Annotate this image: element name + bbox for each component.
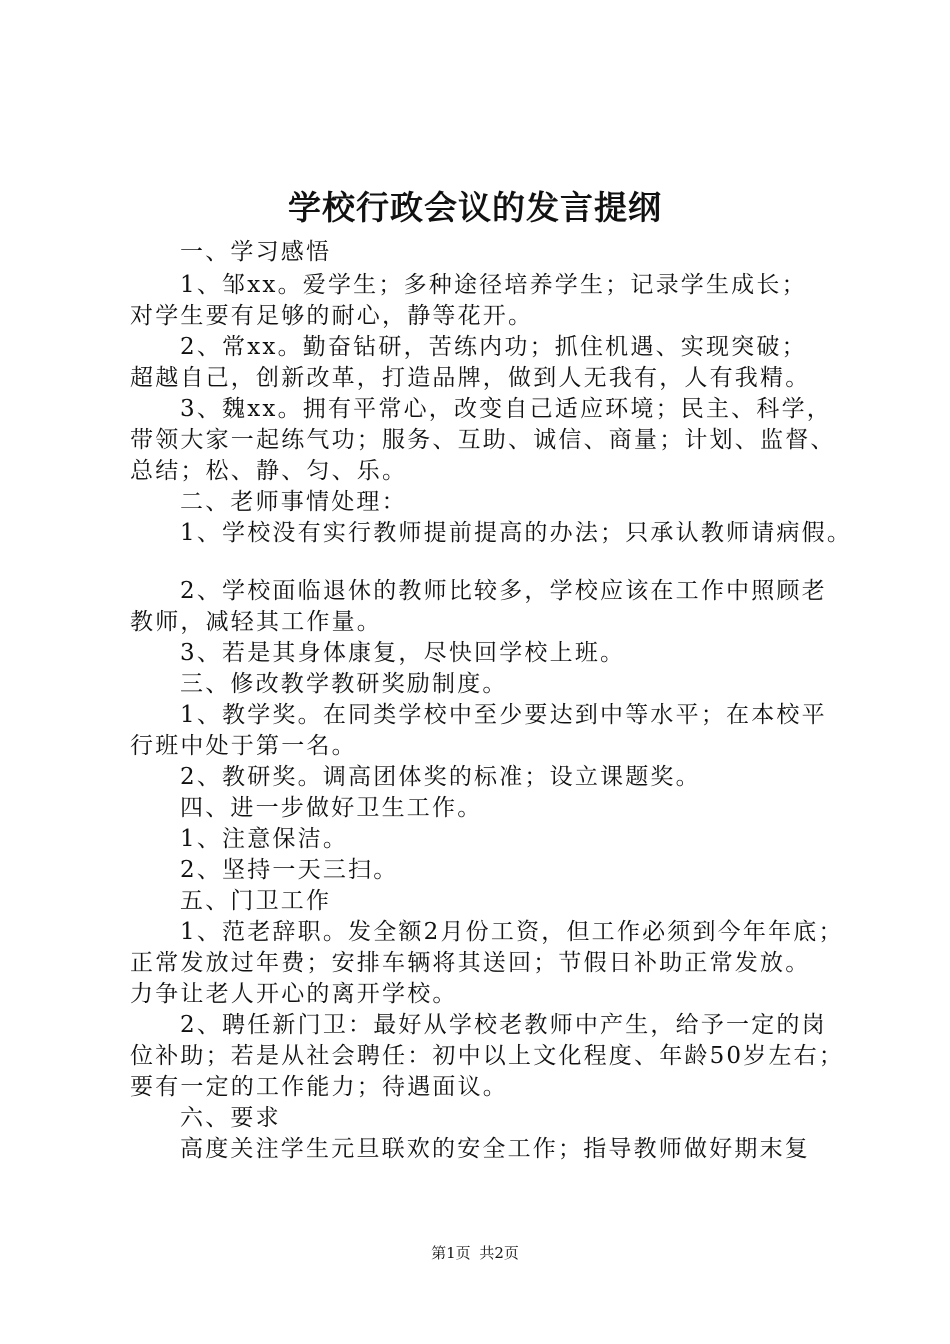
paragraph-line: 要有一定的工作能力；待遇面议。 [130, 1074, 508, 1100]
paragraph-line: 2、聘任新门卫：最好从学校老教师中产生，给予一定的岗 [180, 1012, 827, 1038]
paragraph-line: 3、魏xx。拥有平常心，改变自己适应环境；民主、科学， [180, 396, 832, 422]
paragraph-line: 超越自己，创新改革，打造品牌，做到人无我有，人有我精。 [130, 365, 811, 391]
page-number: 第1页 [431, 1244, 471, 1262]
paragraph-line: 总结；松、静、匀、乐。 [130, 458, 408, 484]
paragraph-line: 高度关注学生元旦联欢的安全工作；指导教师做好期末复 [180, 1136, 810, 1162]
paragraph-line: 1、范老辞职。发全额2月份工资，但工作必须到今年年底； [180, 919, 844, 945]
paragraph-line: 3、若是其身体康复，尽快回学校上班。 [180, 640, 626, 666]
paragraph-line: 2、学校面临退休的教师比较多，学校应该在工作中照顾老 [180, 578, 827, 604]
paragraph-line: 位补助；若是从社会聘任：初中以上文化程度、年龄50岁左右； [130, 1043, 845, 1069]
paragraph-line: 行班中处于第一名。 [130, 733, 357, 759]
paragraph-line: 2、常xx。勤奋钻研，苦练内功；抓住机遇、实现突破； [180, 334, 807, 360]
paragraph-line: 2、坚持一天三扫。 [180, 857, 399, 883]
section-heading: 五、门卫工作 [180, 888, 332, 914]
document-title: 学校行政会议的发言提纲 [288, 188, 662, 227]
section-heading: 一、学习感悟 [180, 239, 332, 265]
page-total: 共2页 [479, 1244, 519, 1262]
paragraph-line: 2、教研奖。调高团体奖的标准；设立课题奖。 [180, 764, 701, 790]
paragraph-line: 力争让老人开心的离开学校。 [130, 981, 458, 1007]
paragraph-line: 带领大家一起练气功；服务、互助、诚信、商量；计划、监督、 [130, 427, 836, 453]
paragraph-line: 1、学校没有实行教师提前提高的办法；只承认教师请病假。 [180, 520, 853, 546]
paragraph-line: 1、注意保洁。 [180, 826, 349, 852]
section-heading: 四、进一步做好卫生工作。 [180, 795, 483, 821]
section-heading: 二、老师事情处理： [180, 489, 407, 515]
paragraph-line: 1、教学奖。在同类学校中至少要达到中等水平；在本校平 [180, 702, 827, 728]
paragraph-line: 对学生要有足够的耐心，静等花开。 [130, 303, 534, 329]
page-footer [0, 1242, 950, 1264]
paragraph-line: 正常发放过年费；安排车辆将其送回；节假日补助正常发放。 [130, 950, 811, 976]
paragraph-line: 1、邹xx。爱学生；多种途径培养学生；记录学生成长； [180, 272, 807, 298]
paragraph-line: 教师，减轻其工作量。 [130, 609, 382, 635]
section-heading: 三、修改教学教研奖励制度。 [180, 671, 508, 697]
section-heading: 六、要求 [180, 1105, 281, 1131]
